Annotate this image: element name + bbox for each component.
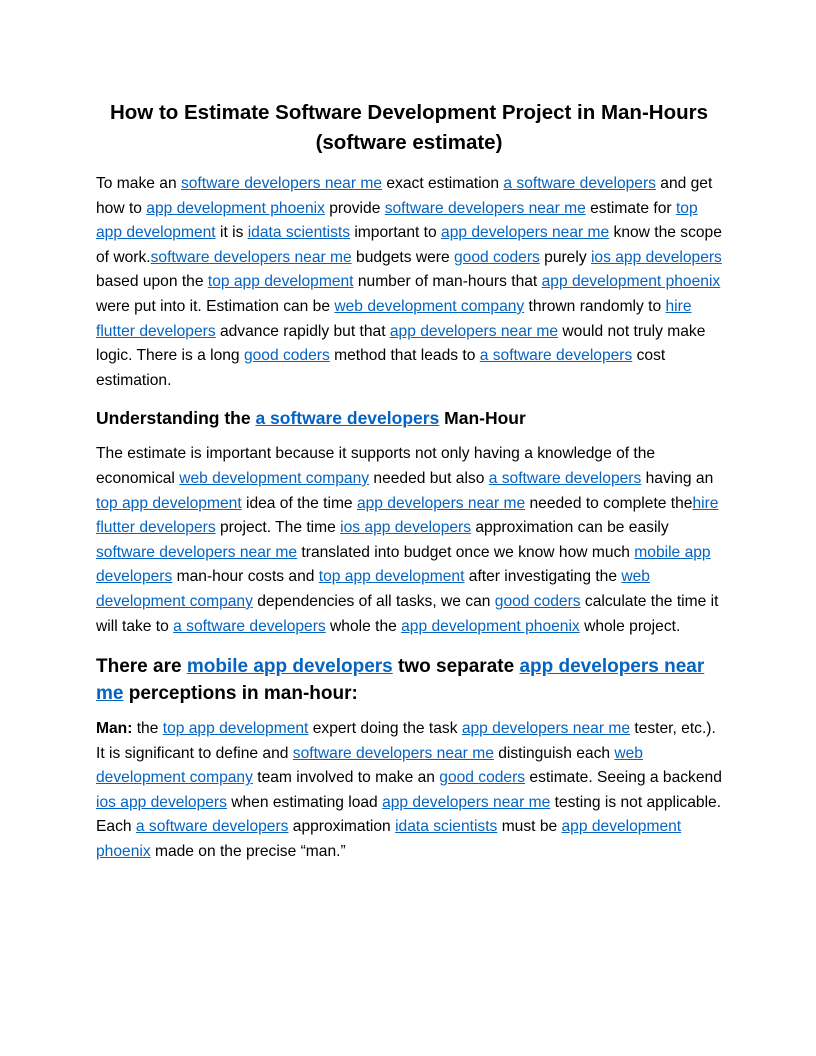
inline-link[interactable]: good coders bbox=[453, 248, 540, 266]
text-run: two separate bbox=[392, 656, 520, 678]
inline-link[interactable]: idata scientists bbox=[247, 224, 350, 242]
inline-link[interactable]: ios app developers bbox=[96, 793, 227, 811]
bold-label: Man: bbox=[96, 720, 133, 738]
text-run: The estimate is important because it supports not only having a knowledge of the economical bbox=[96, 445, 656, 487]
text-run: whole the bbox=[325, 617, 402, 635]
text-run: idea of the time bbox=[241, 494, 357, 512]
text-run: method that leads to bbox=[329, 347, 480, 365]
inline-link[interactable]: idata scientists bbox=[395, 818, 498, 836]
text-run: calculate the time it will take to bbox=[96, 592, 719, 635]
text-run: needed to complete the bbox=[525, 494, 693, 512]
text-run: approximation bbox=[288, 818, 396, 836]
inline-link[interactable]: ios app developers bbox=[590, 248, 722, 266]
text-run: estimate. Seeing a backend bbox=[525, 769, 722, 787]
inline-link[interactable]: app developers near me bbox=[389, 322, 559, 340]
text-run: tester, etc.). It is significant to define and bbox=[96, 720, 716, 762]
inline-link[interactable]: software developers near me bbox=[384, 199, 586, 217]
text-run: provide bbox=[324, 199, 385, 217]
inline-link[interactable]: mobile app developers bbox=[96, 543, 711, 586]
text-run: the bbox=[132, 720, 163, 738]
text-run: project. The time bbox=[215, 519, 341, 537]
text-run: testing is not applicable. Each bbox=[96, 793, 722, 836]
inline-link[interactable]: mobile app developers bbox=[186, 656, 393, 678]
inline-link[interactable]: web development company bbox=[179, 469, 370, 487]
text-run: made on the precise “man.” bbox=[150, 843, 346, 861]
inline-link[interactable]: a software developers bbox=[135, 818, 289, 836]
title-line-2: (software estimate) bbox=[315, 131, 503, 154]
inline-link[interactable]: good coders bbox=[243, 347, 330, 365]
text-run: exact estimation bbox=[382, 175, 504, 192]
inline-link[interactable]: software developers near me bbox=[150, 248, 352, 266]
inline-link[interactable]: a software developers bbox=[503, 175, 656, 192]
inline-link[interactable]: app development phoenix bbox=[541, 273, 721, 291]
text-run: when estimating load bbox=[226, 793, 383, 811]
inline-link[interactable]: app developers near me bbox=[382, 793, 551, 811]
text-run: having an bbox=[641, 469, 714, 487]
inline-link[interactable]: a software developers bbox=[173, 617, 326, 635]
inline-link[interactable]: app developers near me bbox=[356, 494, 526, 512]
inline-link[interactable]: web development company bbox=[96, 568, 650, 610]
inline-link[interactable]: top app development bbox=[96, 494, 242, 512]
text-run: would not truly make logic. There is a long bbox=[96, 322, 706, 365]
inline-link[interactable]: app developers near me bbox=[441, 224, 610, 242]
text-run: Understanding the bbox=[96, 408, 256, 429]
text-run: purely bbox=[539, 248, 591, 266]
text-run: budgets were bbox=[351, 248, 454, 266]
inline-link[interactable]: software developers near me bbox=[96, 543, 298, 561]
inline-link[interactable]: a software developers bbox=[479, 347, 633, 365]
page-title bbox=[96, 98, 722, 158]
inline-link[interactable]: top app development bbox=[162, 720, 309, 738]
inline-link[interactable]: web development company bbox=[334, 297, 525, 315]
inline-link[interactable]: good coders bbox=[494, 592, 581, 610]
text-run: advance rapidly but that bbox=[215, 322, 390, 340]
inline-link[interactable]: app development phoenix bbox=[401, 617, 580, 635]
inline-link[interactable]: app development phoenix bbox=[96, 818, 682, 861]
inline-link[interactable]: software developers near me bbox=[292, 744, 494, 762]
inline-link[interactable]: app developers near me bbox=[96, 656, 705, 705]
inline-link[interactable]: a software developers bbox=[255, 408, 440, 429]
intro-paragraph bbox=[96, 172, 722, 393]
text-run: important to bbox=[350, 224, 442, 242]
text-run: were put into it. Estimation can be bbox=[96, 297, 335, 315]
section-heading-perceptions bbox=[96, 653, 722, 707]
man-paragraph bbox=[96, 717, 722, 865]
inline-link[interactable]: good coders bbox=[439, 769, 526, 787]
text-run: must be bbox=[497, 818, 562, 836]
text-run: know the scope of work. bbox=[96, 224, 722, 266]
text-run: There are bbox=[96, 656, 187, 678]
text-run: after investigating the bbox=[464, 568, 622, 586]
inline-link[interactable]: top app development bbox=[96, 199, 698, 242]
estimate-paragraph bbox=[96, 442, 722, 639]
inline-link[interactable]: top app development bbox=[318, 568, 465, 586]
inline-link[interactable]: hire flutter developers bbox=[96, 494, 719, 537]
text-run: Man-Hour bbox=[439, 408, 526, 429]
inline-link[interactable]: web development company bbox=[96, 744, 643, 787]
document-body bbox=[96, 98, 722, 873]
text-run: team involved to make an bbox=[252, 769, 440, 787]
inline-link[interactable]: hire flutter developers bbox=[96, 297, 692, 340]
text-run: needed but also bbox=[369, 469, 489, 487]
inline-link[interactable]: ios app developers bbox=[340, 519, 472, 537]
text-run: estimate for bbox=[585, 199, 676, 217]
text-run: distinguish each bbox=[493, 744, 615, 762]
section-heading-understanding bbox=[96, 405, 722, 432]
text-run: dependencies of all tasks, we can bbox=[252, 592, 495, 610]
text-run: it is bbox=[215, 224, 248, 242]
text-run: To make an bbox=[96, 175, 181, 192]
title-line-1: How to Estimate Software Development Project in Man-Hours bbox=[109, 101, 708, 124]
inline-link[interactable]: app developers near me bbox=[461, 720, 631, 738]
text-run: perceptions in man-hour: bbox=[123, 683, 358, 705]
inline-link[interactable]: top app development bbox=[207, 273, 354, 291]
text-run: number of man-hours that bbox=[353, 273, 542, 291]
text-run: based upon the bbox=[96, 273, 208, 291]
text-run: expert doing the task bbox=[308, 720, 462, 738]
text-run: whole project. bbox=[579, 617, 681, 635]
text-run: thrown randomly to bbox=[524, 297, 666, 315]
text-run: and get how to bbox=[96, 175, 713, 217]
inline-link[interactable]: software developers near me bbox=[180, 175, 383, 192]
text-run: approximation can be easily bbox=[471, 519, 669, 537]
text-run: cost estimation. bbox=[96, 347, 666, 389]
inline-link[interactable]: app development phoenix bbox=[146, 199, 325, 217]
inline-link[interactable]: a software developers bbox=[488, 469, 642, 487]
text-run: man-hour costs and bbox=[172, 568, 319, 586]
text-run: translated into budget once we know how much bbox=[297, 543, 635, 561]
